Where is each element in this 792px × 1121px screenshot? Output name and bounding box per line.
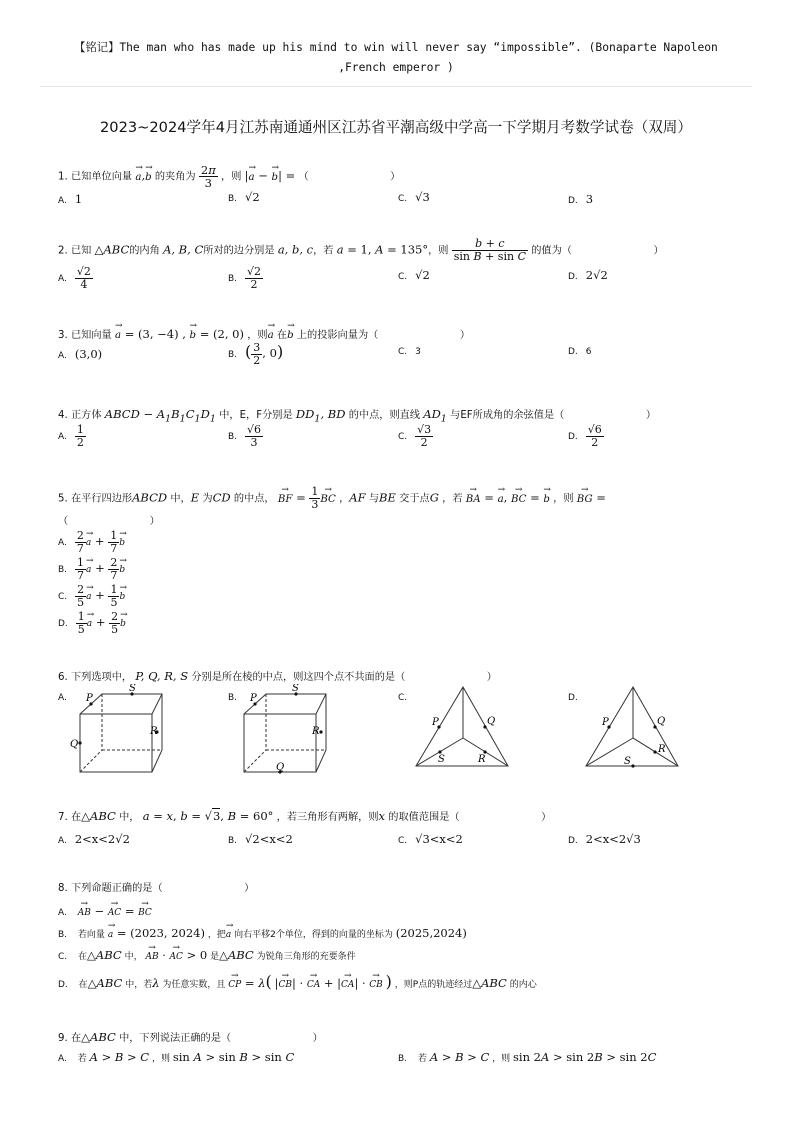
q6-option-d[interactable]: D.: [568, 693, 578, 703]
q5-option-b[interactable]: B. $\frac{1}{7}$ → a + $\frac{2}{7}$ → b: [58, 557, 125, 582]
tetrahedron-figure-d: [578, 682, 688, 774]
question-8: 8. 下列命题正确的是（ ）: [58, 883, 255, 894]
q4-option-b[interactable]: B. $\frac{√6}{3}$: [228, 423, 262, 449]
question-1: 1. 已知单位向量 → a,→ b 的夹角为 $\frac{2\pi}{3}$ ，则 |→ a − → b| = （ ）: [58, 164, 400, 189]
q2-option-c[interactable]: C. √2: [398, 268, 430, 282]
q2-option-b[interactable]: B. $\frac{√2}{2}$: [228, 265, 262, 291]
svg-text:S: S: [438, 754, 445, 765]
q9-option-b[interactable]: B. 若 A > B > C ，则 sin 2A > sin 2B > sin 2C: [398, 1050, 657, 1064]
svg-text:P: P: [432, 717, 439, 728]
cube-figure-a: [66, 684, 176, 784]
q1-option-b[interactable]: B. √2: [228, 190, 260, 204]
q3-option-b[interactable]: B. ( $\frac{3}{2}$ , 0): [228, 341, 284, 367]
q1-option-d[interactable]: D. 3: [568, 192, 594, 206]
q5-option-d[interactable]: D. $\frac{1}{5}$ → a + $\frac{2}{5}$ → b: [58, 611, 126, 636]
q8-option-a[interactable]: A. → AB − → AC = → BC: [58, 904, 152, 918]
q7-option-a[interactable]: A. 2<x<2√2: [58, 832, 130, 846]
q6-option-c[interactable]: C.: [398, 693, 408, 703]
question-2: 2. 已知 △ABC的内角 A, B, C所对的边分别是 a, b, c，若 a = 1, A = 135°，则 $\frac{b + c}{\text{sin B + sin C}}$ 的值为（ ）: [58, 237, 664, 263]
q7-option-c[interactable]: C. √3<x<2: [398, 832, 463, 846]
svg-text:S: S: [129, 684, 136, 694]
question-6: 6. 下列选项中， P, Q, R, S 分别是所在棱的中点，则这四个点不共面的是（ ）: [58, 669, 497, 683]
svg-text:Q: Q: [657, 716, 666, 727]
svg-text:R: R: [478, 754, 486, 765]
q7-option-d[interactable]: D. 2<x<2√3: [568, 832, 641, 846]
svg-text:P: P: [602, 717, 609, 728]
q2-option-d[interactable]: D. 2√2: [568, 268, 608, 282]
q3-option-d[interactable]: D. 6: [568, 347, 592, 357]
paper-title: 2023~2024学年4月江苏南通通州区江苏省平潮高级中学高一下学期月考数学试卷（双周）: [100, 119, 692, 136]
svg-text:R: R: [658, 744, 666, 755]
svg-text:Q: Q: [70, 739, 79, 750]
q9-option-a[interactable]: A. 若 A > B > C ，则 sin A > sin B > sin C: [58, 1050, 295, 1064]
question-4: 4. 正方体 ABCD − $A_1B_1C_1D_1$ 中，E，F分别是 $DD_1$, BD 的中点，则直线 $AD_1$ 与EF所成角的余弦值是（ ）: [58, 407, 657, 425]
q3-option-c[interactable]: C. 3: [398, 347, 421, 357]
q6-option-b[interactable]: B.: [228, 693, 238, 703]
cube-figure-b: [236, 684, 346, 784]
q5-option-a[interactable]: A. $\frac{2}{7}$ → a + $\frac{1}{7}$ → b: [58, 530, 125, 555]
q2-option-a[interactable]: A. $\frac{√2}{4}$: [58, 265, 91, 291]
q8-option-c[interactable]: C. 在△ABC 中， → AB · → AC > 0 是△ABC 为锐角三角形的充要条件: [58, 948, 356, 962]
question-9: 9. 在△ABC 中，下列说法正确的是（ ）: [58, 1030, 323, 1044]
motto: [40, 38, 752, 78]
svg-text:S: S: [624, 756, 631, 767]
svg-text:S: S: [292, 684, 299, 694]
tetrahedron-figure-c: [408, 682, 518, 774]
question-3: 3. 已知向量 → a = (3, −4) , → b = (2, 0) ，则→ a 在→ b 上的投影向量为（ ）: [58, 326, 470, 341]
svg-text:R: R: [312, 726, 320, 737]
q1-option-a[interactable]: A. 1: [58, 192, 83, 206]
q8-option-d[interactable]: D. 在△ABC 中，若λ 为任意实数，且 → CP = λ( |→ CB| · → CA + |→ CA| · → CB ) ，则P点的轨迹经过△ABC 的内心: [58, 972, 537, 991]
q5-option-c[interactable]: C. $\frac{2}{5}$ → a + $\frac{1}{5}$ → b: [58, 584, 125, 609]
q4-option-c[interactable]: C. $\frac{√3}{2}$: [398, 423, 432, 449]
motto-line-2: ,French emperor ): [338, 61, 454, 74]
svg-text:P: P: [250, 693, 257, 704]
question-7: 7. 在△ABC 中， a = x, b = √3, B = 60° ，若三角形有两解，则x 的取值范围是（ ）: [58, 809, 552, 823]
q4-option-a[interactable]: A. $\frac{1}{2}$: [58, 423, 84, 449]
question-5-paren: （ ）: [58, 516, 160, 527]
q1-option-c[interactable]: C. √3: [398, 190, 430, 204]
svg-text:Q: Q: [276, 762, 285, 773]
q6-option-a[interactable]: A.: [58, 693, 67, 703]
q3-option-a[interactable]: A. (3,0): [58, 347, 103, 361]
svg-text:Q: Q: [487, 716, 496, 727]
svg-text:R: R: [150, 726, 158, 737]
q7-option-b[interactable]: B. √2<x<2: [228, 832, 293, 846]
q4-option-d[interactable]: D. $\frac{√6}{2}$: [568, 423, 602, 449]
question-5: 5. 在平行四边形ABCD 中，E 为CD 的中点， → BF = $\frac{1}{3}$ → BC ，AF 与BE 交于点G ，若 → BA = → a, → BC = → b ，则 → BG =: [58, 486, 606, 511]
svg-text:P: P: [86, 693, 93, 704]
motto-line-1: 【铭记】The man who has made up his mind to win will never say “impossible”. (Bonaparte Napoleon: [74, 41, 718, 54]
q8-option-b[interactable]: B. 若向量 → a = (2023, 2024) ，把→ a 向右平移2个单位，得到的向量的坐标为 (2025,2024): [58, 926, 467, 940]
header-divider: [40, 86, 752, 87]
